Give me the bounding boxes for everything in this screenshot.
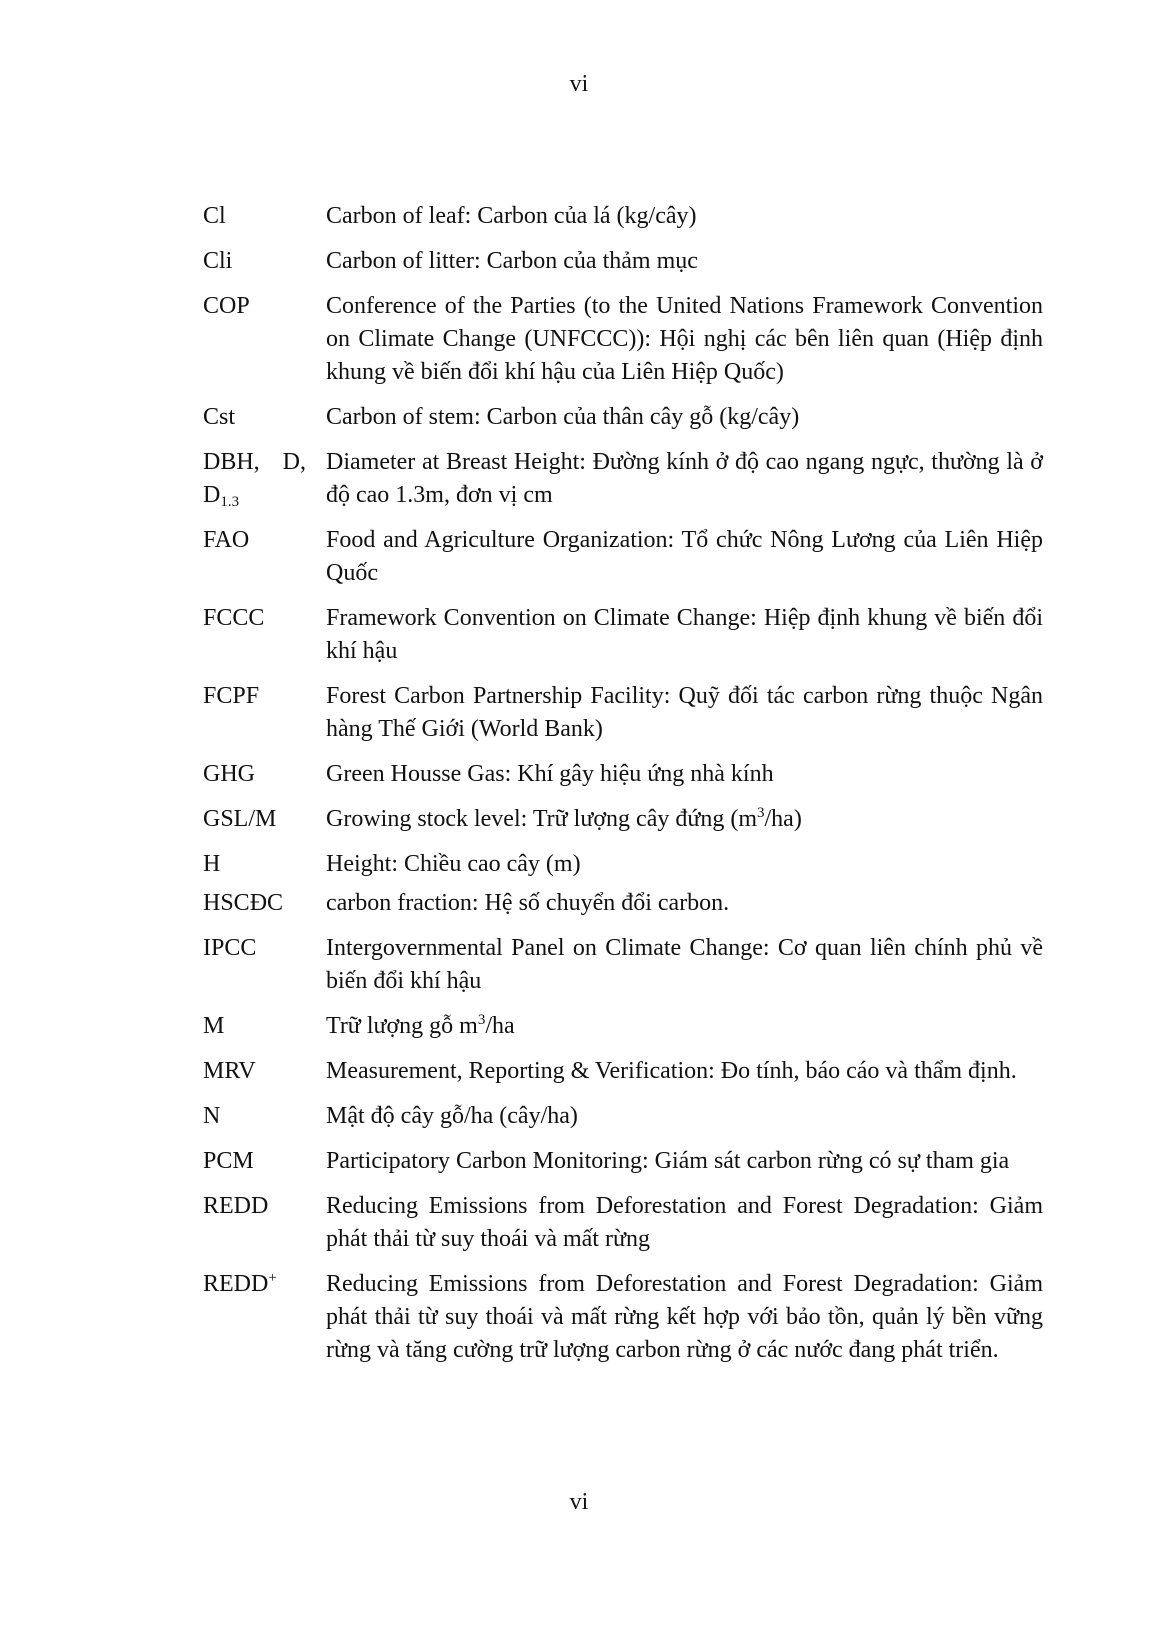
abbreviation-term: MRV xyxy=(203,1058,256,1084)
abbreviation-definition: Intergovernmental Panel on Climate Change: Cơ quan liên chính phủ về biến đổi khí hậu xyxy=(326,935,1043,994)
page-number-header: vi xyxy=(569,71,589,97)
abbreviation-definition: Measurement, Reporting & Verification: Đo tính, báo cáo và thẩm định. xyxy=(326,1058,1017,1084)
abbreviation-row xyxy=(203,1100,1043,1133)
abbreviation-row xyxy=(203,290,1043,389)
abbreviation-definition: Trữ lượng gỗ $m^3/ha$ xyxy=(326,1012,515,1039)
abbreviation-term: IPCC xyxy=(203,935,257,961)
abbreviation-term: N xyxy=(203,1103,221,1129)
abbreviation-definition: Participatory Carbon Monitoring: Giám sát carbon rừng có sự tham gia xyxy=(326,1148,1010,1174)
abbreviation-definition: Green Housse Gas: Khí gây hiệu ứng nhà kính xyxy=(326,761,774,787)
term-d: D, xyxy=(282,449,306,475)
abbreviation-term xyxy=(203,446,326,512)
abbreviation-term: FAO xyxy=(203,527,250,553)
abbreviation-term: FCCC xyxy=(203,605,265,631)
abbreviation-definition: Growing stock level: Trữ lượng cây đứng $(m^3/ha)$ xyxy=(326,805,802,832)
abbreviation-row xyxy=(203,401,1043,434)
term-d13: D xyxy=(203,482,221,508)
abbreviation-row xyxy=(203,1010,1043,1043)
abbreviation-definition: Carbon of litter: Carbon của thảm mục xyxy=(326,248,698,274)
abbreviation-term: GHG xyxy=(203,761,255,787)
abbreviation-term: M xyxy=(203,1013,225,1039)
abbreviation-definition: Diameter at Breast Height: Đường kính ở độ cao ngang ngực, thường là ở độ cao 1.3m, đơn vị cm xyxy=(326,449,1043,508)
abbreviation-definition: Forest Carbon Partnership Facility: Quỹ đối tác carbon rừng thuộc Ngân hàng Thế Giới (World Bank) xyxy=(326,683,1043,742)
abbreviation-definition: Reducing Emissions from Deforestation and Forest Degradation: Giảm phát thải từ suy thoái và mất rừng kết hợp với bảo tồn, quản lý bền vững rừng và tăng cường trữ lượng carbon rừng ở các nước đang phát triển. xyxy=(326,1271,1043,1363)
abbreviation-term: Cli xyxy=(203,248,233,274)
abbreviation-definition: Carbon of stem: Carbon của thân cây gỗ (kg/cây) xyxy=(326,404,800,430)
term-superscript: + xyxy=(268,1270,277,1286)
abbreviation-term: FCPF xyxy=(203,683,260,709)
abbreviation-term: Cl xyxy=(203,203,226,229)
abbreviation-row xyxy=(203,680,1043,746)
abbreviation-row xyxy=(203,758,1043,791)
abbreviation-definition: Mật độ cây gỗ/ha (cây/ha) xyxy=(326,1103,578,1129)
abbreviation-row xyxy=(203,245,1043,278)
term-subscript: 1.3 xyxy=(220,494,240,510)
abbreviation-term: COP xyxy=(203,293,250,319)
abbreviation-row xyxy=(203,932,1043,998)
abbreviation-term: GSL/M xyxy=(203,806,277,832)
abbreviation-row xyxy=(203,1145,1043,1178)
abbreviation-row xyxy=(203,1190,1043,1256)
abbreviation-definition: Framework Convention on Climate Change: Hiệp định khung về biến đổi khí hậu xyxy=(326,605,1043,664)
abbreviation-term: Cst xyxy=(203,404,236,430)
abbreviation-row xyxy=(203,848,1043,881)
abbreviation-definition: Reducing Emissions from Deforestation and Forest Degradation: Giảm phát thải từ suy thoái và mất rừng xyxy=(326,1193,1043,1252)
abbreviation-definition: Conference of the Parties (to the United Nations Framework Convention on Climate Change (UNFCCC)): Hội nghị các bên liên quan (Hiệp định khung về biến đổi khí hậu của Liên Hiệp Quốc) xyxy=(326,293,1043,385)
abbreviation-row xyxy=(203,887,1043,920)
abbreviation-definition: carbon fraction: Hệ số chuyển đổi carbon. xyxy=(326,890,730,916)
page-number-footer: vi xyxy=(569,1489,589,1515)
abbreviation-list xyxy=(203,200,1043,1379)
abbreviation-row xyxy=(203,524,1043,590)
term-dbh: DBH, xyxy=(203,449,260,475)
abbreviation-row xyxy=(203,1055,1043,1088)
abbreviation-term: REDD+ xyxy=(203,1270,277,1297)
abbreviation-term: HSCĐC xyxy=(203,890,284,916)
abbreviation-row xyxy=(203,1268,1043,1367)
abbreviation-term: H xyxy=(203,851,221,877)
abbreviation-term: PCM xyxy=(203,1148,254,1174)
abbreviation-row xyxy=(203,803,1043,836)
abbreviation-row xyxy=(203,200,1043,233)
abbreviation-row xyxy=(203,446,1043,512)
abbreviation-definition: Height: Chiều cao cây (m) xyxy=(326,851,581,877)
abbreviation-term: REDD xyxy=(203,1193,269,1219)
abbreviation-row xyxy=(203,602,1043,668)
abbreviation-definition: Food and Agriculture Organization: Tổ chức Nông Lương của Liên Hiệp Quốc xyxy=(326,527,1043,586)
abbreviation-definition: Carbon of leaf: Carbon của lá (kg/cây) xyxy=(326,203,697,229)
